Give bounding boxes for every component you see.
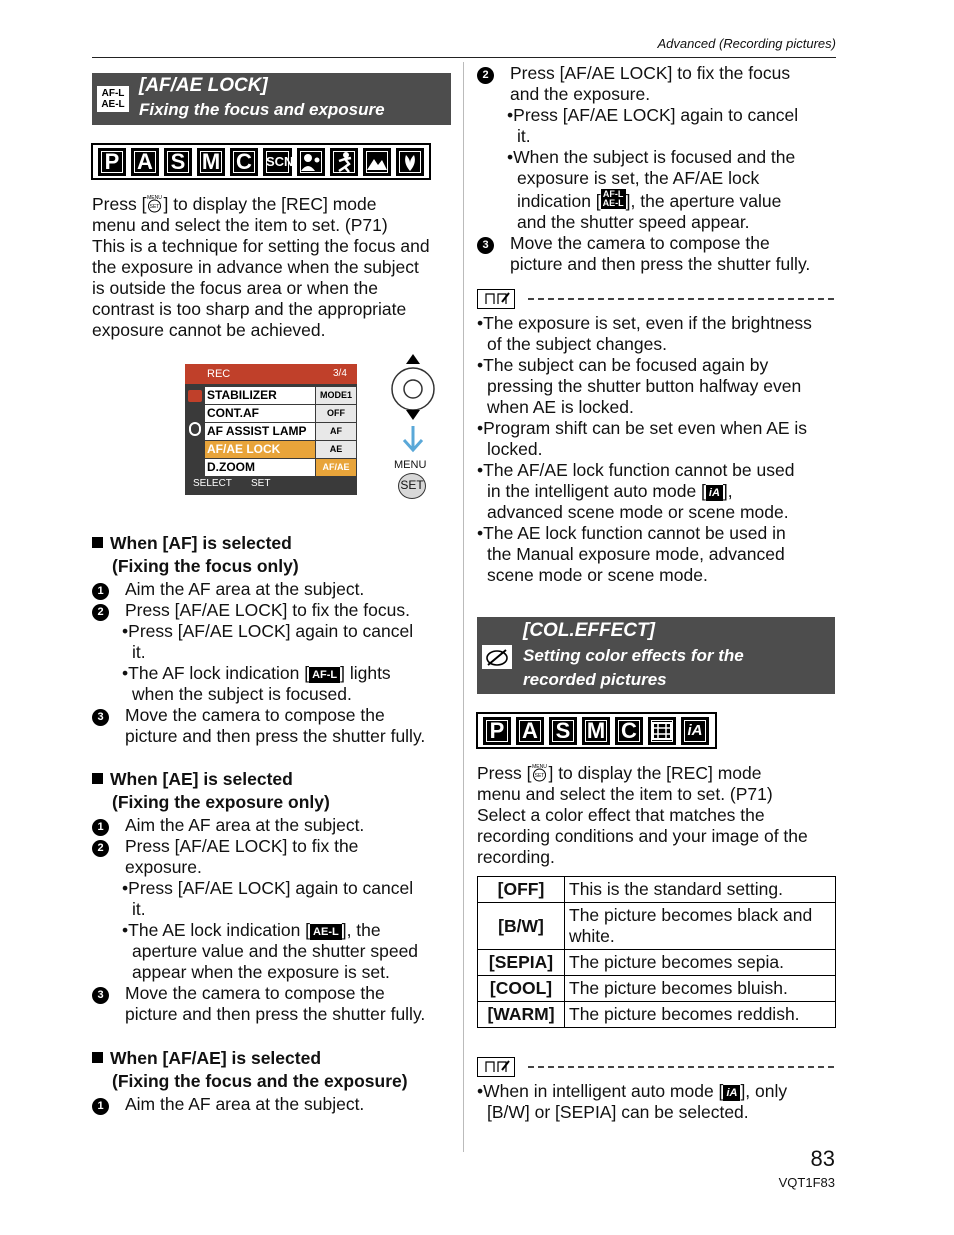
menu-set-icon xyxy=(146,193,163,213)
down-arrow-icon xyxy=(390,424,436,456)
svg-text:SET: SET xyxy=(150,204,160,210)
afae-bullet-2: •When the subject is focused and the xyxy=(507,147,796,167)
af-bullet-1: •Press [AF/AE LOCK] again to cancel xyxy=(122,621,414,641)
ae-subheading: (Fixing the exposure only) xyxy=(112,792,330,812)
afae-bullet-1: •Press [AF/AE LOCK] again to cancel xyxy=(507,105,799,125)
set-button-icon: SET xyxy=(398,473,426,499)
control-diagram xyxy=(390,352,436,502)
table-row: [OFF] This is the standard setting. xyxy=(478,877,836,903)
mode-p-icon: P xyxy=(483,717,511,745)
svg-text:MENU: MENU xyxy=(147,195,163,201)
mode-scn-icon: SCN xyxy=(263,148,292,176)
menu-value-af-assist-lamp: AF xyxy=(316,423,356,440)
ae-bullet-2: •The AE lock indication [ AE-L ], the xyxy=(122,920,381,940)
notes-afae: •The exposure is set, even if the brightness of the subject changes. •The subject can be focused again by pressing the shutter button halfway even when AE is locked. •Program shift can be set even when AE is locked. •The AF/AE lock function cannot be used in the intelligent auto mode [ iA ], advanced scene mode or scene mode. •The AE lock function cannot be used in the Manual exposure mode, advanced scene mode or scene mode. xyxy=(477,313,837,586)
af-step-3: 3 Move the camera to compose the xyxy=(92,705,452,726)
menu-set-icon xyxy=(531,762,548,782)
afl-ael-badge-icon xyxy=(97,86,129,112)
col-effect-subtitle-2: recorded pictures xyxy=(523,670,667,689)
ae-step-1: 1 Aim the AF area at the subject. xyxy=(92,815,452,836)
ae-lock-indicator-icon: AE-L xyxy=(310,924,342,940)
page-number: 83 xyxy=(810,1146,835,1171)
mode-ia-icon: iA xyxy=(681,717,709,745)
menu-item-stabilizer: STABILIZER xyxy=(205,387,315,404)
table-row: [WARM] The picture becomes reddish. xyxy=(478,1002,836,1028)
applicable-modes-bar xyxy=(91,143,431,180)
camera-tab-icon xyxy=(188,390,202,402)
af-section: When [AF] is selected (Fixing the focus only) 1 Aim the AF area at the subject. 2 Press [AF/AE LOCK] to fix the focus. •Press [AF/AE LOCK] again to cancel it. •The AF lock indication [ AF-L ] lights when the subject is focused. 3 Move the camera to compose the picture and then press the shutter fully. xyxy=(92,533,452,747)
note-3: •Program shift can be set even when AE is xyxy=(477,418,808,438)
wrench-tab-icon xyxy=(189,422,201,436)
menu-item-af-assist-lamp: AF ASSIST LAMP xyxy=(205,423,315,440)
intelligent-auto-icon: iA xyxy=(706,485,723,501)
mode-s-icon: S xyxy=(164,148,192,176)
table-row: [COOL] The picture becomes bluish. xyxy=(478,976,836,1002)
rec-menu-screen xyxy=(185,364,357,495)
note-4: •The AF/AE lock function cannot be used xyxy=(477,460,795,480)
afae-step-2: 2 Press [AF/AE LOCK] to fix the focus xyxy=(477,63,837,84)
mode-c-icon: C xyxy=(230,148,258,176)
af-step-1: 1 Aim the AF area at the subject. xyxy=(92,579,452,600)
color-effect-table xyxy=(477,876,836,1028)
portrait-mode-icon xyxy=(297,148,325,176)
afae-section xyxy=(92,1048,452,1115)
afae-step-1: 1 Aim the AF area at the subject. xyxy=(92,1094,452,1115)
closeup-mode-icon xyxy=(396,148,424,176)
section-header-afae-lock xyxy=(92,73,451,125)
af-lock-indicator-icon: AF-L xyxy=(309,667,340,683)
menu-item-d-zoom: D.ZOOM xyxy=(205,459,315,476)
column-divider xyxy=(463,62,464,1152)
color-effect-icon xyxy=(482,645,512,669)
afae-lock-indicator-icon: AF-L AE-L xyxy=(602,189,624,208)
mode-a-icon: A xyxy=(516,717,544,745)
note-divider xyxy=(528,298,834,300)
sports-mode-icon xyxy=(330,148,358,176)
scenery-mode-icon xyxy=(363,148,391,176)
menu-value-afae-lock: AE xyxy=(316,441,356,458)
note-icon xyxy=(477,289,515,309)
af-step-2: 2 Press [AF/AE LOCK] to fix the focus. xyxy=(92,600,452,621)
col-effect-subtitle-1: Setting color effects for the xyxy=(523,646,744,665)
mode-m-icon: M xyxy=(197,148,225,176)
intelligent-auto-icon: iA xyxy=(723,1085,740,1101)
svg-text:SET: SET xyxy=(535,773,545,779)
mode-p-icon: P xyxy=(98,148,126,176)
notes-col-effect: •When in intelligent auto mode [ iA ], only [B/W] or [SEPIA] can be selected. xyxy=(477,1081,837,1123)
menu-footer-set: SET xyxy=(251,478,271,489)
section-subtitle: Fixing the focus and exposure xyxy=(139,100,385,119)
header-rule xyxy=(92,57,836,58)
note-5: •The AE lock function cannot be used in xyxy=(477,523,786,543)
menu-title: REC xyxy=(207,368,231,380)
motion-picture-mode-icon xyxy=(648,717,676,745)
note-col-effect: •When in intelligent auto mode [ iA ], only xyxy=(477,1081,788,1101)
section-header-col-effect xyxy=(477,617,835,694)
menu-label: MENU xyxy=(394,459,427,471)
note-1: •The exposure is set, even if the brightness xyxy=(477,313,812,333)
afae-continued: 2 Press [AF/AE LOCK] to fix the focus and the exposure. •Press [AF/AE LOCK] again to cancel it. •When the subject is focused and the exposure is set, the AF/AE lock indication [ AF-L AE-L ], the aperture value and the shutter speed appear. 3 Move the camera to compose the picture and then press the shutter fully. xyxy=(477,63,837,275)
note-2: •The subject can be focused again by xyxy=(477,355,769,375)
mode-a-icon: A xyxy=(131,148,159,176)
afae-heading: When [AF/AE] is selected xyxy=(92,1048,452,1069)
af-subheading: (Fixing the focus only) xyxy=(112,556,299,576)
badge-bottom-text: AE-L xyxy=(101,99,125,110)
menu-item-cont-af: CONT.AF xyxy=(205,405,315,422)
col-effect-modes-bar xyxy=(476,712,717,749)
table-row: [SEPIA] The picture becomes sepia. xyxy=(478,950,836,976)
menu-page-indicator: 3/4 xyxy=(333,368,347,379)
ae-step-2: 2 Press [AF/AE LOCK] to fix the xyxy=(92,836,452,857)
mode-s-icon: S xyxy=(549,717,577,745)
document-code: VQT1F83 xyxy=(778,1175,835,1190)
ae-bullet-1: •Press [AF/AE LOCK] again to cancel xyxy=(122,878,414,898)
ae-step-3: 3 Move the camera to compose the xyxy=(92,983,452,1004)
cursor-pad-icon xyxy=(390,352,436,422)
table-row: [B/W] The picture becomes black and white. xyxy=(478,903,836,950)
afae-step-3: 3 Move the camera to compose the xyxy=(477,233,837,254)
col-effect-intro: Press [ MENU SET ] to display the [REC] mode menu and select the item to set. (P71) Select a color effect that matches the recording conditions and your image of the recording. xyxy=(477,763,808,867)
afae-subheading: (Fixing the focus and the exposure) xyxy=(112,1071,408,1091)
menu-item-afae-lock-selected: AF/AE LOCK xyxy=(205,441,315,458)
intro-paragraph: Press [ MENU SET ] to display the [REC] mode menu and select the item to set. (P71) This is a technique for setting the focus and the exposure in advance when the subject is outside the focus area or when the contrast is too sharp and the appropriate exposure cannot be achieved. xyxy=(92,194,430,340)
menu-value-d-zoom: AF/AE xyxy=(316,459,356,476)
svg-text:MENU: MENU xyxy=(532,764,548,770)
ae-section: When [AE] is selected (Fixing the exposure only) 1 Aim the AF area at the subject. 2 Press [AF/AE LOCK] to fix the exposure. •Press [AF/AE LOCK] again to cancel it. •The AE lock indication [ AE-L ], the aperture value and the shutter speed appear when the exposure is set. 3 Move the camera to compose the picture and then press the shutter fully. xyxy=(92,769,452,1025)
badge-top-text: AF-L xyxy=(101,88,125,99)
af-heading: When [AF] is selected xyxy=(92,533,452,554)
mode-m-icon: M xyxy=(582,717,610,745)
menu-footer-select: SELECT xyxy=(193,478,232,489)
note-icon xyxy=(477,1057,515,1077)
section-title: [AF/AE LOCK] xyxy=(139,75,268,96)
running-title: Advanced (Recording pictures) xyxy=(657,36,836,51)
note-divider xyxy=(528,1066,834,1068)
menu-value-cont-af: OFF xyxy=(316,405,356,422)
mode-c-icon: C xyxy=(615,717,643,745)
af-bullet-2: •The AF lock indication [ AF-L ] lights xyxy=(122,663,391,683)
col-effect-title: [COL.EFFECT] xyxy=(523,620,655,641)
menu-value-stabilizer: MODE1 xyxy=(316,387,356,404)
ae-heading: When [AE] is selected xyxy=(92,769,452,790)
